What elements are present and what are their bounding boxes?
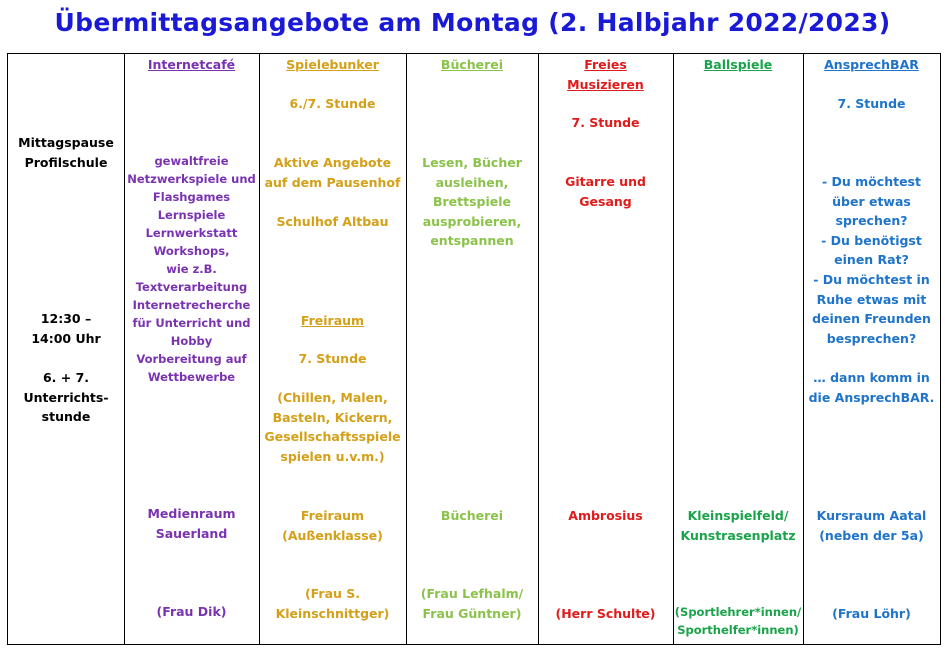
text-line: Textverarbeitung <box>135 280 248 294</box>
schedule-table <box>7 53 941 645</box>
text-line: entspannen <box>430 233 514 249</box>
text-line: Sauerland <box>155 525 228 541</box>
musizieren-header <box>538 55 673 94</box>
text-line <box>803 348 940 368</box>
text-line: Kunstrasenplatz <box>680 527 796 543</box>
left-lesson <box>8 368 124 427</box>
left-time <box>8 309 124 348</box>
ansprechbar-activities <box>803 172 940 407</box>
text-line: Musizieren <box>567 76 644 92</box>
ballspiele-room <box>673 506 803 545</box>
text-line: Netzwerkspiele und <box>127 172 256 186</box>
text-line: - Du möchtest in <box>813 271 930 287</box>
text-line: Sporthelfer*innen) <box>677 623 799 637</box>
ballspiele-header: Ballspiele <box>703 57 773 72</box>
spielebunker-header: Spielebunker <box>286 57 379 72</box>
text-line: Freies <box>584 57 627 72</box>
text-line: einen Rat? <box>834 252 909 268</box>
text-line: stunde <box>41 409 91 425</box>
text-line: für Unterricht und <box>132 316 251 330</box>
text-line: Brettspiele <box>432 194 512 210</box>
spielebunker-time: 6./7. Stunde <box>289 96 376 111</box>
freiraum-time: 7. Stunde <box>298 351 367 366</box>
text-line: - Du benötigst <box>821 232 922 248</box>
musizieren-time: 7. Stunde <box>571 115 640 130</box>
buecherei-room: Bücherei <box>440 508 504 523</box>
text-line: Vorbereitung auf <box>136 352 247 366</box>
text-line: auf dem Pausenhof <box>264 174 401 190</box>
musizieren-supervisor: (Herr Schulte) <box>555 606 656 621</box>
text-line: Lernwerkstatt <box>145 226 238 240</box>
ansprechbar-time: 7. Stunde <box>837 96 906 111</box>
text-line: Profilschule <box>24 154 108 170</box>
text-line: Internetrecherche <box>132 298 251 312</box>
text-line: deinen Freunden <box>812 311 931 327</box>
text-line: Kursraum Aatal <box>816 508 927 523</box>
text-line: ausleihen, <box>435 174 509 190</box>
text-line: Schulhof Altbau <box>276 213 389 229</box>
text-line: Aktive Angebote <box>273 155 392 170</box>
text-line: Mittagspause <box>18 135 114 150</box>
internetcafe-activities <box>124 152 259 386</box>
musizieren-activities <box>538 172 673 211</box>
text-line: die AnsprechBAR. <box>808 389 935 405</box>
text-line: Kleinspielfeld/ <box>687 508 789 523</box>
text-line: spielen u.v.m.) <box>280 448 385 464</box>
text-line: besprechen? <box>826 330 917 346</box>
text-line: Gesellschaftsspiele <box>264 429 401 445</box>
buecherei-activities <box>406 153 538 251</box>
musizieren-room: Ambrosius <box>568 508 643 523</box>
text-line: (neben der 5a) <box>819 527 924 543</box>
text-line: (Außenklasse) <box>282 527 383 543</box>
text-line: (Chillen, Malen, <box>277 390 388 405</box>
page-title: Übermittagsangebote am Montag (2. Halbjahr 2022/2023) <box>54 8 891 37</box>
internetcafe-room <box>124 504 259 543</box>
text-line: Unterrichts- <box>23 389 109 405</box>
column-divider <box>538 54 539 644</box>
text-line: Medienraum <box>147 506 236 521</box>
text-line: Kleinschnittger) <box>275 605 390 621</box>
text-line: Gesang <box>579 193 632 209</box>
freiraum-header: Freiraum <box>300 313 365 328</box>
internetcafe-supervisor: (Frau Dik) <box>156 604 227 619</box>
text-line: (Sportlehrer*innen/ <box>674 605 802 619</box>
spielebunker-activities <box>259 153 406 231</box>
spielebunker-room <box>259 506 406 545</box>
text-line: Gitarre und <box>565 174 646 189</box>
spielebunker-supervisor <box>259 584 406 623</box>
text-line: Flashgames <box>152 190 231 204</box>
ansprechbar-header: AnsprechBAR <box>824 57 919 72</box>
freiraum-activities <box>259 388 406 466</box>
text-line: … dann komm in <box>813 369 930 385</box>
text-line: Freiraum <box>300 508 365 523</box>
text-line: Frau Güntner) <box>422 605 522 621</box>
text-line: Workshops, <box>153 244 230 258</box>
text-line: 12:30 – <box>40 311 92 326</box>
buecherei-header: Bücherei <box>440 57 504 72</box>
text-line: Lesen, Bücher <box>422 155 522 170</box>
column-divider <box>673 54 674 644</box>
text-line: ausprobieren, <box>422 213 522 229</box>
text-line: Wettbewerbe <box>147 370 236 384</box>
ansprechbar-room <box>803 506 940 545</box>
ansprechbar-supervisor: (Frau Löhr) <box>832 606 911 621</box>
text-line: gewaltfreie <box>154 154 229 168</box>
text-line <box>259 192 406 212</box>
text-line: (Frau Lefhalm/ <box>420 586 524 601</box>
text-line: Hobby <box>170 334 213 348</box>
ballspiele-supervisor <box>673 603 803 639</box>
left-pause <box>8 133 124 172</box>
text-line: über etwas <box>832 193 911 209</box>
text-line: 6. + 7. <box>42 370 90 385</box>
text-line: wie z.B. <box>166 262 217 276</box>
text-line: 14:00 Uhr <box>31 330 101 346</box>
text-line: Lernspiele <box>157 208 226 222</box>
internetcafe-header: Internetcafé <box>147 57 236 72</box>
text-line: Basteln, Kickern, <box>272 409 393 425</box>
buecherei-supervisor <box>406 584 538 623</box>
text-line: sprechen? <box>835 213 908 229</box>
text-line: Ruhe etwas mit <box>816 291 927 307</box>
text-line: (Frau S. <box>304 586 361 601</box>
column-divider <box>406 54 407 644</box>
text-line: - Du möchtest <box>822 174 921 189</box>
